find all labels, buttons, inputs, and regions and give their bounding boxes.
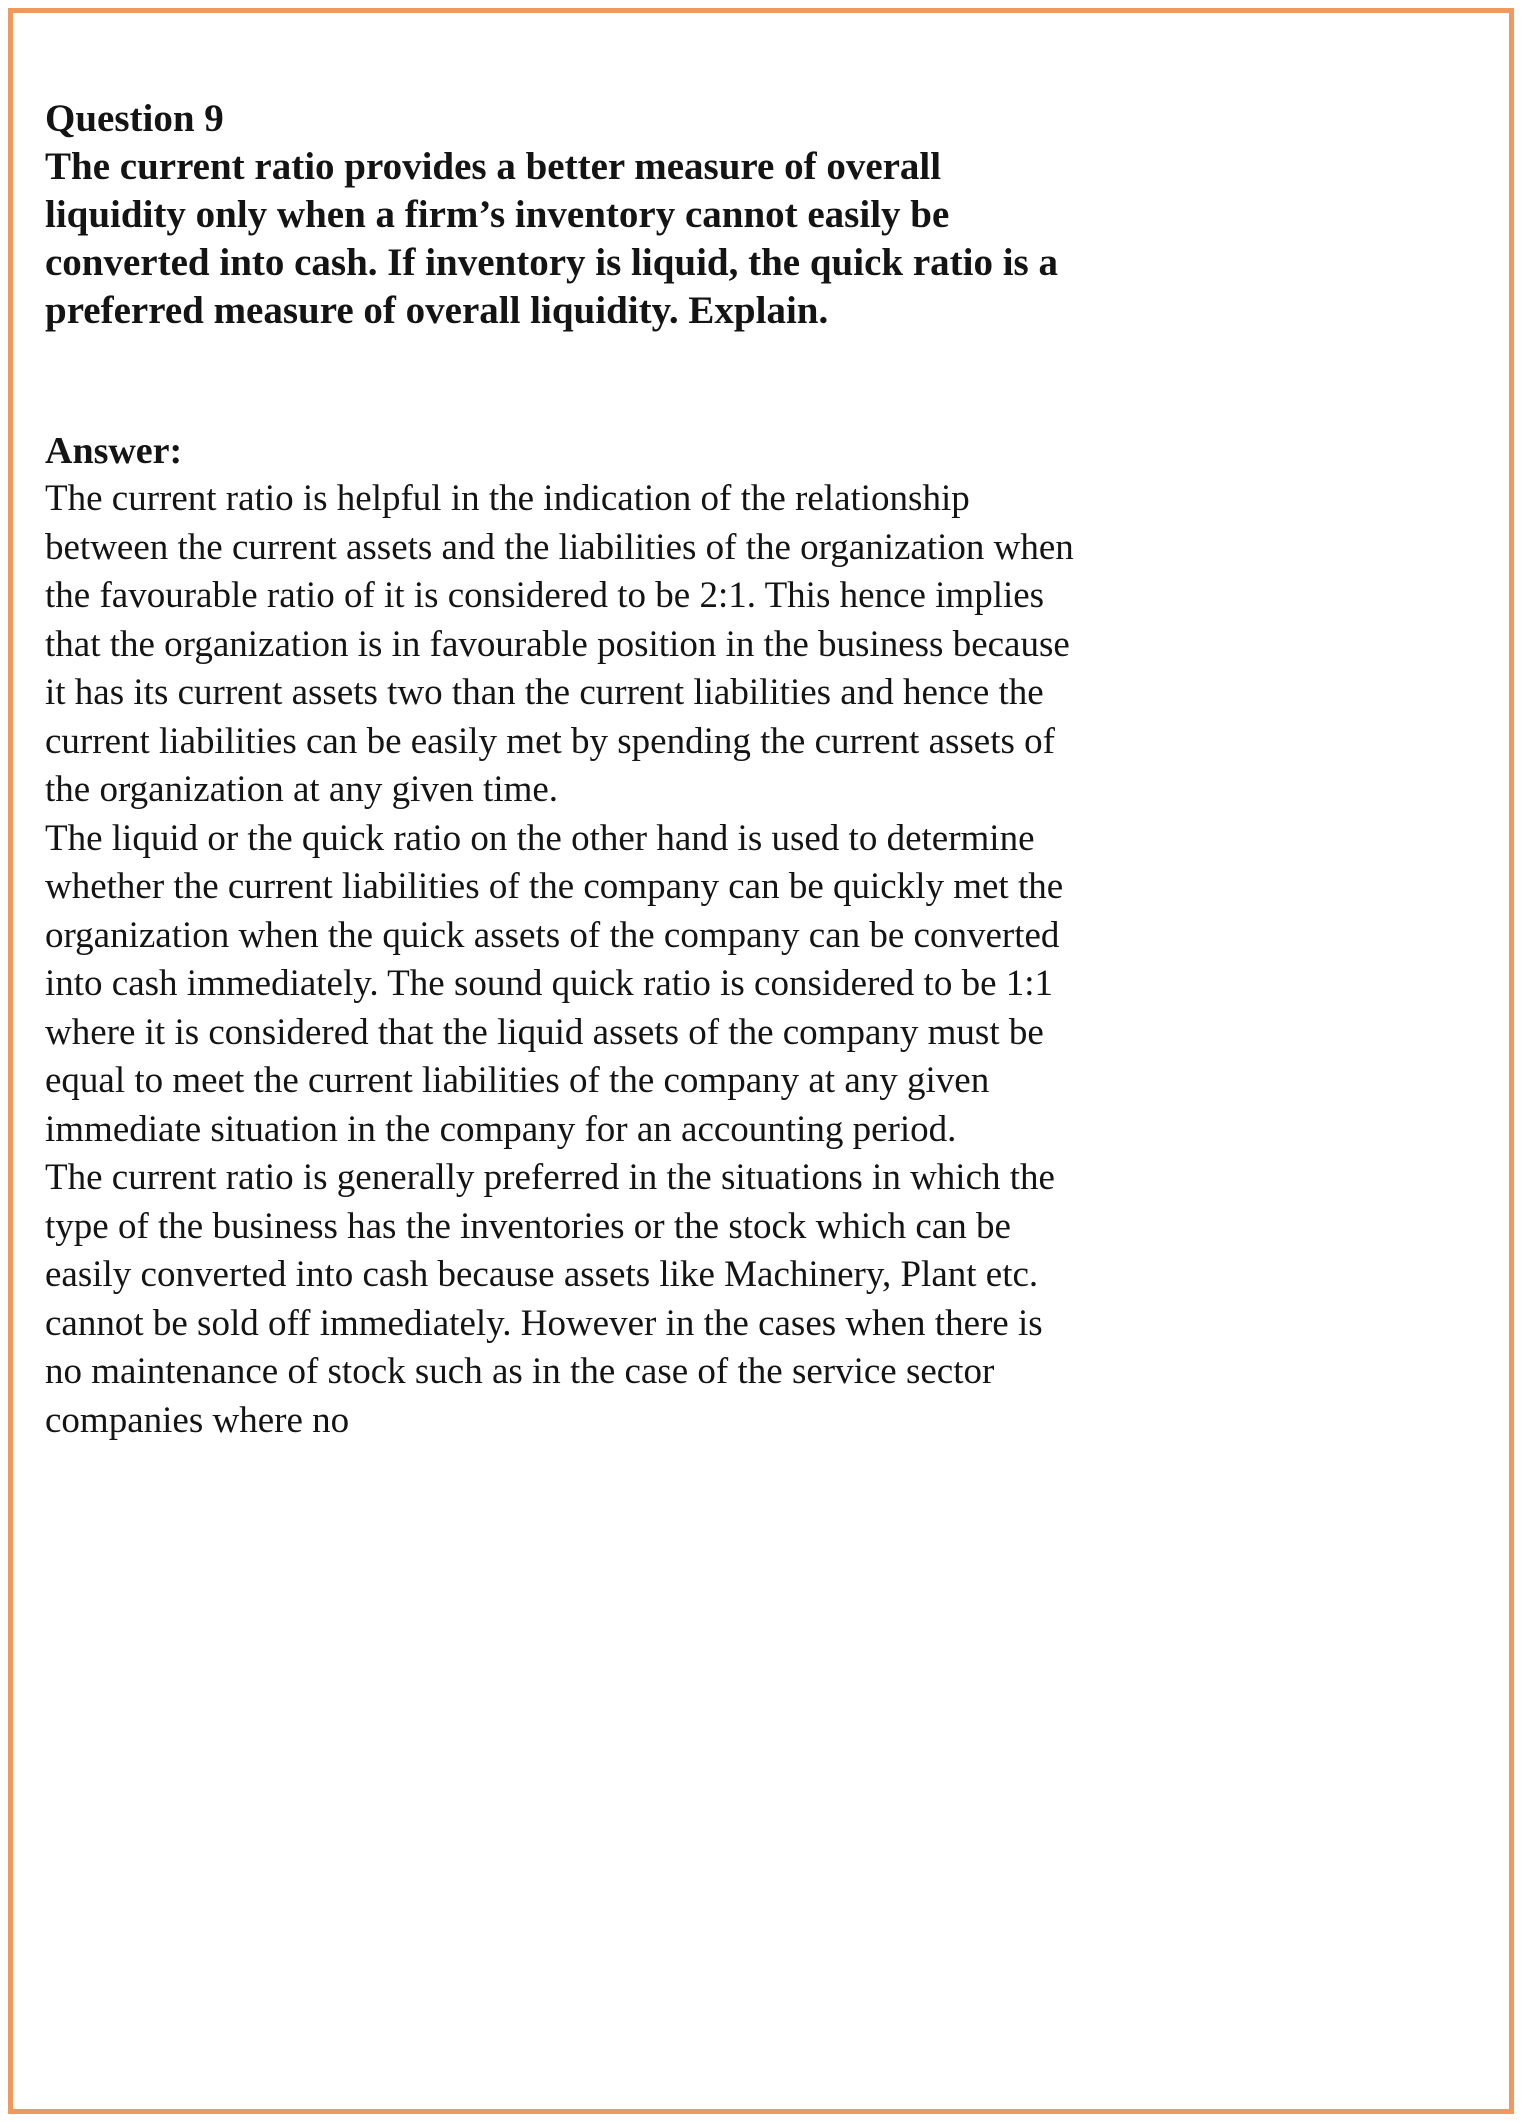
page-content bbox=[45, 95, 1075, 1445]
answer-paragraph: The current ratio is helpful in the indication of the relationship between the current assets and the liabilities of the organization when the favourable ratio of it is considered to be 2:1. This hence implies that the organization is in favourable position in the business because it has its current assets two than the current liabilities and hence the current liabilities can be easily met by spending the current assets of the organization at any given time. bbox=[45, 478, 1074, 810]
answer-paragraph: The current ratio is generally preferred in the situations in which the type of the business has the inventories or the stock which can be easily converted into cash because assets like Machinery, Plant etc. cannot be sold off immediately. However in the cases when there is no maintenance of stock such as in the case of the service sector companies where no bbox=[45, 1157, 1055, 1441]
answer-heading: Answer: bbox=[45, 430, 183, 472]
question-heading: Question 9 bbox=[45, 97, 224, 140]
question-text: The current ratio provides a better measure of overall liquidity only when a firm’s inventory cannot easily be converted into cash. If inventory is liquid, the quick ratio is a preferred measure of overall liquidity. Explain. bbox=[45, 145, 1058, 332]
answer-paragraph: The liquid or the quick ratio on the other hand is used to determine whether the current liabilities of the company can be quickly met the organization when the quick assets of the company can be converted into cash immediately. The sound quick ratio is considered to be 1:1 where it is considered that the liquid assets of the company must be equal to meet the current liabilities of the company at any given immediate situation in the company for an accounting period. bbox=[45, 817, 1064, 1150]
